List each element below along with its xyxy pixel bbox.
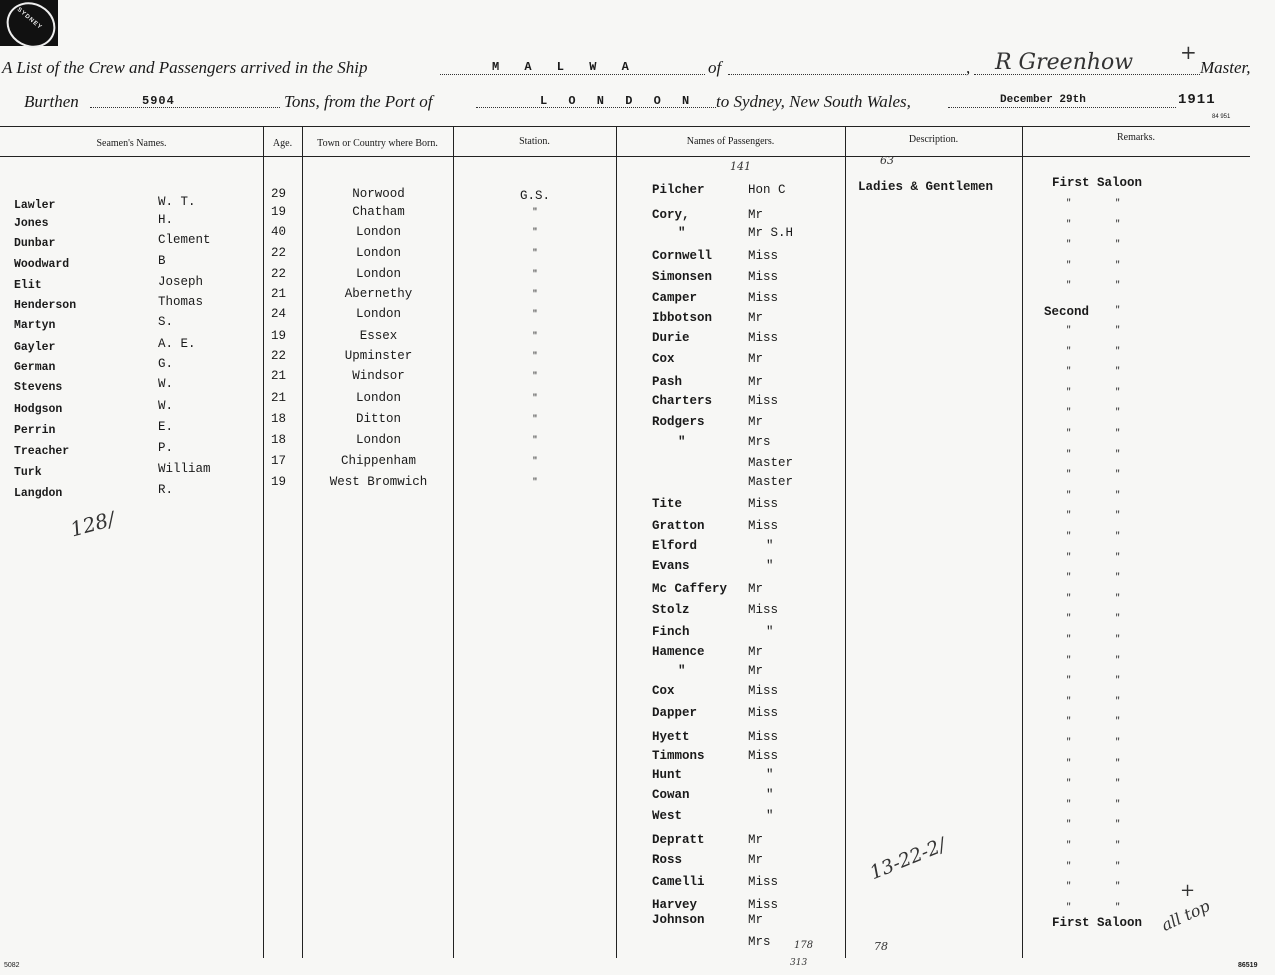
passenger-title: Hon C (748, 183, 786, 197)
col-divider-description (845, 126, 846, 958)
crew-given-name: E. (158, 420, 174, 434)
footer-left-number: 5082 (4, 962, 20, 969)
remark-ditto: " (1115, 218, 1121, 229)
passenger-surname: Johnson (652, 913, 705, 927)
master-label: Master, (1200, 58, 1251, 77)
crew-given-name: William (158, 462, 211, 476)
table-header-rule (0, 156, 1250, 157)
passenger-title: Mr (748, 645, 764, 659)
remark-ditto: " (1066, 325, 1072, 335)
remark-second: Second (1044, 305, 1090, 319)
remark-ditto: " (1115, 757, 1121, 768)
crew-birthplace: London (355, 246, 401, 260)
remark-ditto: " (1115, 510, 1121, 521)
remark-ditto: " (1115, 489, 1121, 500)
crew-age: 22 (271, 246, 287, 260)
passenger-title: Miss (748, 875, 779, 889)
passenger-title: Miss (748, 497, 779, 511)
passenger-title: Mr (748, 833, 764, 847)
cross-mark-icon: + (1180, 40, 1197, 64)
crew-birthplace: Windsor (352, 369, 405, 383)
crew-birthplace: London (355, 225, 401, 239)
crew-surname: Lawler (14, 199, 56, 212)
remark-ditto: " (1115, 716, 1121, 727)
crew-age: 22 (271, 267, 287, 281)
archive-seal-icon (0, 0, 58, 46)
remark-ditto: " (1066, 448, 1072, 459)
footer-right-number: 86519 (1238, 962, 1258, 969)
remark-ditto: " (1115, 695, 1121, 706)
col-divider-age (263, 126, 264, 958)
col-header-age: Age. (272, 138, 293, 149)
crew-given-name: A. E. (158, 337, 196, 351)
passenger-surname: Timmons (652, 749, 705, 763)
remark-ditto: " (1115, 572, 1121, 583)
mark-313: 313 (790, 958, 808, 968)
passenger-surname: Cox (652, 352, 675, 366)
remark-ditto: " (1115, 881, 1121, 892)
passenger-title: Miss (748, 270, 779, 284)
crew-station: " (532, 309, 538, 319)
passenger-count-note-a: 141 (730, 160, 751, 173)
port-name: L O N D O N (540, 94, 697, 108)
remark-ditto: " (1115, 366, 1121, 377)
remark-ditto: " (1066, 551, 1072, 562)
crew-age: 18 (271, 433, 287, 447)
passenger-surname: Simonsen (652, 270, 713, 284)
remark-ditto: " (1066, 386, 1072, 397)
passenger-title: " (766, 559, 774, 573)
remark-ditto: " (1115, 280, 1121, 291)
crew-given-name: G. (158, 357, 174, 371)
passenger-count-note-b: 63 (880, 154, 894, 167)
crew-station: " (532, 289, 538, 299)
ship-name-line (440, 74, 705, 75)
remark-ditto: " (1066, 407, 1072, 418)
col-divider-station (453, 126, 454, 958)
passenger-surname: Hyett (652, 730, 690, 744)
passenger-title: Miss (748, 249, 779, 263)
form-number: 84 951 (1212, 114, 1231, 120)
passenger-surname: Mc Caffery (652, 582, 728, 596)
crew-given-name: B (158, 254, 166, 268)
crew-surname: Langdon (14, 487, 63, 500)
remark-ditto: " (1066, 592, 1072, 603)
remark-ditto: " (1115, 386, 1121, 397)
passenger-title: Miss (748, 706, 779, 720)
arrival-year: 1911 (1178, 92, 1216, 108)
passenger-surname: Dapper (652, 706, 698, 720)
crew-birthplace: Ditton (355, 412, 401, 426)
of-line (728, 74, 966, 75)
crew-given-name: Thomas (158, 295, 204, 309)
remark-ditto: " (1066, 860, 1072, 871)
passenger-title: Mr (748, 913, 764, 927)
remark-ditto: " (1115, 259, 1121, 270)
crew-age: 29 (271, 187, 287, 201)
remark-ditto: " (1115, 860, 1121, 871)
passenger-title: " (766, 809, 774, 823)
crew-given-name: P. (158, 441, 174, 455)
of-label: of (708, 58, 722, 77)
passenger-surname: Stolz (652, 603, 690, 617)
header-list-title: A List of the Crew and Passengers arrived in the Ship (2, 58, 368, 77)
col-header-description: Description. (908, 134, 959, 145)
seal-ring (0, 0, 63, 56)
passenger-title: Mr (748, 311, 764, 325)
passenger-title: Mr S.H (748, 226, 794, 240)
remark-ditto: " (1066, 716, 1072, 727)
crew-surname: Stevens (14, 381, 63, 394)
crew-count-note: 128/ (67, 506, 118, 542)
remark-ditto: " (1066, 634, 1072, 644)
passenger-surname: Elford (652, 539, 698, 553)
crew-station: " (532, 331, 538, 341)
crew-surname: German (14, 361, 56, 374)
remark-ditto: " (1066, 280, 1072, 291)
remark-ditto: " (1115, 613, 1121, 624)
crew-birthplace: London (355, 307, 401, 321)
burthen-value: 5904 (142, 94, 175, 108)
margin-cross-icon: + (1180, 880, 1196, 901)
remark-ditto: " (1066, 675, 1072, 686)
crew-surname: Martyn (14, 319, 56, 332)
passenger-title: Mr (748, 208, 764, 222)
crew-age: 21 (271, 391, 287, 405)
passenger-title: Miss (748, 684, 779, 698)
passenger-title: " (766, 768, 774, 782)
remark-ditto: " (1115, 901, 1121, 912)
col-header-seamen: Seamen's Names. (96, 138, 167, 149)
remark-ditto: " (1066, 198, 1072, 208)
passenger-surname: Camelli (652, 875, 705, 889)
remark-ditto: " (1066, 757, 1072, 768)
remark-ditto: " (1066, 345, 1072, 356)
passenger-surname: Hamence (652, 645, 705, 659)
remark-ditto: " (1066, 840, 1072, 850)
remark-ditto: " (1115, 325, 1121, 335)
passenger-surname: Camper (652, 291, 698, 305)
col-header-remarks: Remarks. (1116, 132, 1156, 143)
immigration-record-page: SYDNEY A List of the Crew and Passengers arrived in the Ship M A L W A of , R Greenhow + Master, Burthen 5904 Tons, from the Port of L O N D O N to Sydney, New South Wales, December 29th 1911 84 951 Seamen's Names. Age. Town or Country where Born. Station. Names of Passengers. Description. Remarks. Lawler W. T. 29 Norwood G.S. Jones H. 19 Chatham " Dunbar Clement 40 London " Woodward B 22 London " Elit Joseph 22 London " Henderson Thomas 21 Abernethy " Martyn S. 24 London " Gayler A. E. 19 Essex " German G. 22 Upminster " Stevens W. 21 Windsor " Hodgson W. 21 London " Perrin E. 18 Ditton " Treacher P. 18 London " Turk William 17 Chippenham " Langdon R. 19 West Bromwich " Pilcher Hon C Cory, Mr " Mr S.H Cornwell Miss Simonsen Miss Camper Miss Ibbotson Mr Durie Miss Cox Mr Pash Mr Charters Miss Rodgers Mr " Mrs Master Master Tite Miss Gratton Miss Elford " Evans " Mc Caffery Mr Stolz Miss Finch " Hamence Mr " Mr Cox Miss Dapper Miss Hyett Miss Timmons Miss Hunt " Cowan " West " Depratt Mr Ross Mr Camelli Miss Harvey Miss Johnson Mr Mrs First Saloon " " " " " " " " " " Second " " " " " " " " " " " " " " " " " " " " " " " " " " " " " " " " " " " " " " " " " " " " " " " " " " " " " " " " " " " First Saloon Ladies & Gentlemen 128/ 141 63 13-22-2/ all top + 178 313 78 5082 86519 (0, 0, 1275, 975)
crew-station: " (532, 207, 538, 217)
passenger-surname: " (678, 435, 686, 449)
crew-station: " (532, 393, 538, 403)
crew-given-name: Clement (158, 233, 211, 247)
passenger-description: Ladies & Gentlemen (858, 180, 994, 194)
passenger-surname: Tite (652, 497, 683, 511)
passenger-title: Mr (748, 375, 764, 389)
passenger-surname: West (652, 809, 683, 823)
remark-ditto: " (1066, 366, 1072, 377)
remark-ditto: " (1115, 407, 1121, 418)
passenger-surname: Harvey (652, 898, 698, 912)
crew-station: " (532, 414, 538, 424)
crew-birthplace: Abernethy (344, 287, 413, 301)
remark-ditto: " (1115, 798, 1121, 809)
col-divider-remarks (1022, 126, 1023, 958)
crew-given-name: W. (158, 399, 174, 413)
ship-name: M A L W A (492, 60, 638, 74)
crew-station: " (532, 248, 538, 258)
remark-ditto: " (1066, 778, 1072, 789)
crew-birthplace: Essex (359, 329, 398, 343)
passenger-title: Mr (748, 853, 764, 867)
crew-birthplace: London (355, 267, 401, 281)
date-line (948, 107, 1176, 108)
arrival-date: December 29th (1000, 94, 1086, 106)
passenger-surname: Finch (652, 625, 690, 639)
remark-ditto: " (1066, 218, 1072, 229)
remark-ditto: " (1066, 428, 1072, 438)
crew-given-name: W. T. (158, 195, 196, 209)
remark-ditto: " (1066, 489, 1072, 500)
passenger-title: Miss (748, 519, 779, 533)
crew-station: " (532, 371, 538, 381)
crew-age: 19 (271, 205, 287, 219)
crew-age: 24 (271, 307, 287, 321)
crew-age: 19 (271, 329, 287, 343)
crew-birthplace: Chatham (352, 205, 405, 219)
passenger-title: Miss (748, 749, 779, 763)
passenger-title: " (766, 788, 774, 802)
remark-ditto: " (1115, 634, 1121, 644)
crew-station: " (532, 477, 538, 487)
remark-ditto: " (1115, 737, 1121, 747)
passenger-surname: Ibbotson (652, 311, 713, 325)
col-header-born: Town or Country where Born. (317, 138, 438, 149)
passenger-surname: Cory, (652, 208, 690, 222)
crew-surname: Henderson (14, 299, 77, 312)
remark-ditto: " (1066, 737, 1072, 747)
passenger-surname: Cox (652, 684, 675, 698)
crew-given-name: S. (158, 315, 174, 329)
col-header-passengers: Names of Passengers. (686, 136, 775, 147)
seal-text: SYDNEY (15, 6, 44, 32)
remark-ditto: " (1115, 448, 1121, 459)
passenger-surname: Pilcher (652, 183, 705, 197)
passenger-title: Miss (748, 394, 779, 408)
burthen-label: Burthen (24, 92, 79, 111)
passenger-title: " (766, 539, 774, 553)
passenger-title: Miss (748, 898, 779, 912)
crew-given-name: W. (158, 377, 174, 391)
passenger-title: Mr (748, 352, 764, 366)
passenger-title: " (766, 625, 774, 639)
destination-label: to Sydney, New South Wales, (716, 92, 911, 111)
passenger-surname: " (678, 664, 686, 678)
remark-ditto: " (1066, 613, 1072, 624)
passenger-surname: Hunt (652, 768, 683, 782)
passenger-surname: Gratton (652, 519, 705, 533)
crew-birthplace: West Bromwich (329, 475, 428, 489)
passenger-surname: Durie (652, 331, 690, 345)
col-header-station: Station. (519, 136, 550, 147)
passenger-title: Mrs (748, 435, 771, 449)
passenger-surname: " (678, 226, 686, 240)
crew-birthplace: London (355, 433, 401, 447)
crew-birthplace: Chippenham (340, 454, 416, 468)
crew-surname: Perrin (14, 424, 56, 437)
remark-ditto: " (1066, 259, 1072, 270)
passenger-surname: Charters (652, 394, 713, 408)
passenger-title: Mrs (748, 935, 771, 949)
remark-ditto: " (1115, 469, 1121, 480)
remark-ditto: " (1115, 305, 1121, 315)
crew-station: " (532, 227, 538, 237)
remark-ditto: " (1115, 819, 1121, 830)
passenger-surname: Rodgers (652, 415, 705, 429)
remark-ditto: " (1066, 695, 1072, 706)
crew-age: 40 (271, 225, 287, 239)
remark-ditto: " (1066, 239, 1072, 250)
crew-station: " (532, 456, 538, 466)
master-signature: R Greenhow (995, 50, 1134, 75)
margin-note: all top (1158, 896, 1213, 935)
crew-given-name: Joseph (158, 275, 204, 289)
crew-age: 19 (271, 475, 287, 489)
tons-label: Tons, from the Port of (284, 92, 433, 111)
crew-station: G.S. (519, 189, 550, 203)
passenger-title: Miss (748, 331, 779, 345)
passenger-title: Mr (748, 582, 764, 596)
remark-ditto: " (1115, 654, 1121, 665)
passenger-surname: Pash (652, 375, 683, 389)
passenger-surname: Cowan (652, 788, 690, 802)
crew-station: " (532, 351, 538, 361)
remark-ditto: " (1066, 881, 1072, 892)
passenger-surname: Evans (652, 559, 690, 573)
passenger-surname: Cornwell (652, 249, 713, 263)
crew-surname: Hodgson (14, 403, 63, 416)
remark-first-saloon: First Saloon (1052, 176, 1143, 190)
remark-ditto: " (1115, 198, 1121, 208)
remark-ditto: " (1066, 901, 1072, 912)
crew-given-name: R. (158, 483, 174, 497)
remark-ditto: " (1115, 592, 1121, 603)
crew-age: 18 (271, 412, 287, 426)
passenger-surname: Ross (652, 853, 683, 867)
crew-surname: Elit (14, 279, 42, 292)
crew-age: 17 (271, 454, 287, 468)
mark-78: 78 (874, 940, 888, 953)
remark-ditto: " (1115, 551, 1121, 562)
mark-178: 178 (794, 940, 814, 951)
crew-surname: Woodward (14, 258, 70, 271)
crew-birthplace: Upminster (344, 349, 413, 363)
remark-ditto: " (1115, 675, 1121, 686)
remark-ditto: " (1066, 572, 1072, 583)
remark-ditto: " (1115, 239, 1121, 250)
remark-ditto: " (1066, 510, 1072, 521)
remark-ditto: " (1115, 345, 1121, 356)
burthen-line (90, 107, 280, 108)
crew-surname: Jones (14, 217, 49, 230)
remark-ditto: " (1115, 778, 1121, 789)
passenger-title: Miss (748, 730, 779, 744)
remark-ditto: " (1115, 840, 1121, 850)
crew-age: 22 (271, 349, 287, 363)
passenger-title: Master (748, 475, 794, 489)
crew-birthplace: Norwood (352, 187, 405, 201)
col-divider-passengers (616, 126, 617, 958)
remark-ditto: " (1066, 469, 1072, 480)
remark-first-saloon-bottom: First Saloon (1052, 916, 1143, 930)
passenger-title: Mr (748, 664, 764, 678)
crew-surname: Gayler (14, 341, 56, 354)
passenger-title: Mr (748, 415, 764, 429)
remark-ditto: " (1066, 819, 1072, 830)
crew-station: " (532, 269, 538, 279)
crew-age: 21 (271, 369, 287, 383)
passenger-title: Miss (748, 291, 779, 305)
passenger-surname: Depratt (652, 833, 705, 847)
crew-given-name: H. (158, 213, 174, 227)
remark-ditto: " (1066, 531, 1072, 541)
remark-ditto: " (1115, 428, 1121, 438)
passenger-title: Miss (748, 603, 779, 617)
table-top-rule (0, 126, 1250, 127)
passenger-title: Master (748, 456, 794, 470)
crew-birthplace: London (355, 391, 401, 405)
tally-note: 13-22-2/ (866, 833, 949, 885)
crew-station: " (532, 435, 538, 445)
crew-surname: Treacher (14, 445, 70, 458)
crew-surname: Turk (14, 466, 42, 479)
crew-surname: Dunbar (14, 237, 56, 250)
remark-ditto: " (1066, 798, 1072, 809)
crew-age: 21 (271, 287, 287, 301)
remark-ditto: " (1066, 654, 1072, 665)
remark-ditto: " (1115, 531, 1121, 541)
col-divider-born (302, 126, 303, 958)
